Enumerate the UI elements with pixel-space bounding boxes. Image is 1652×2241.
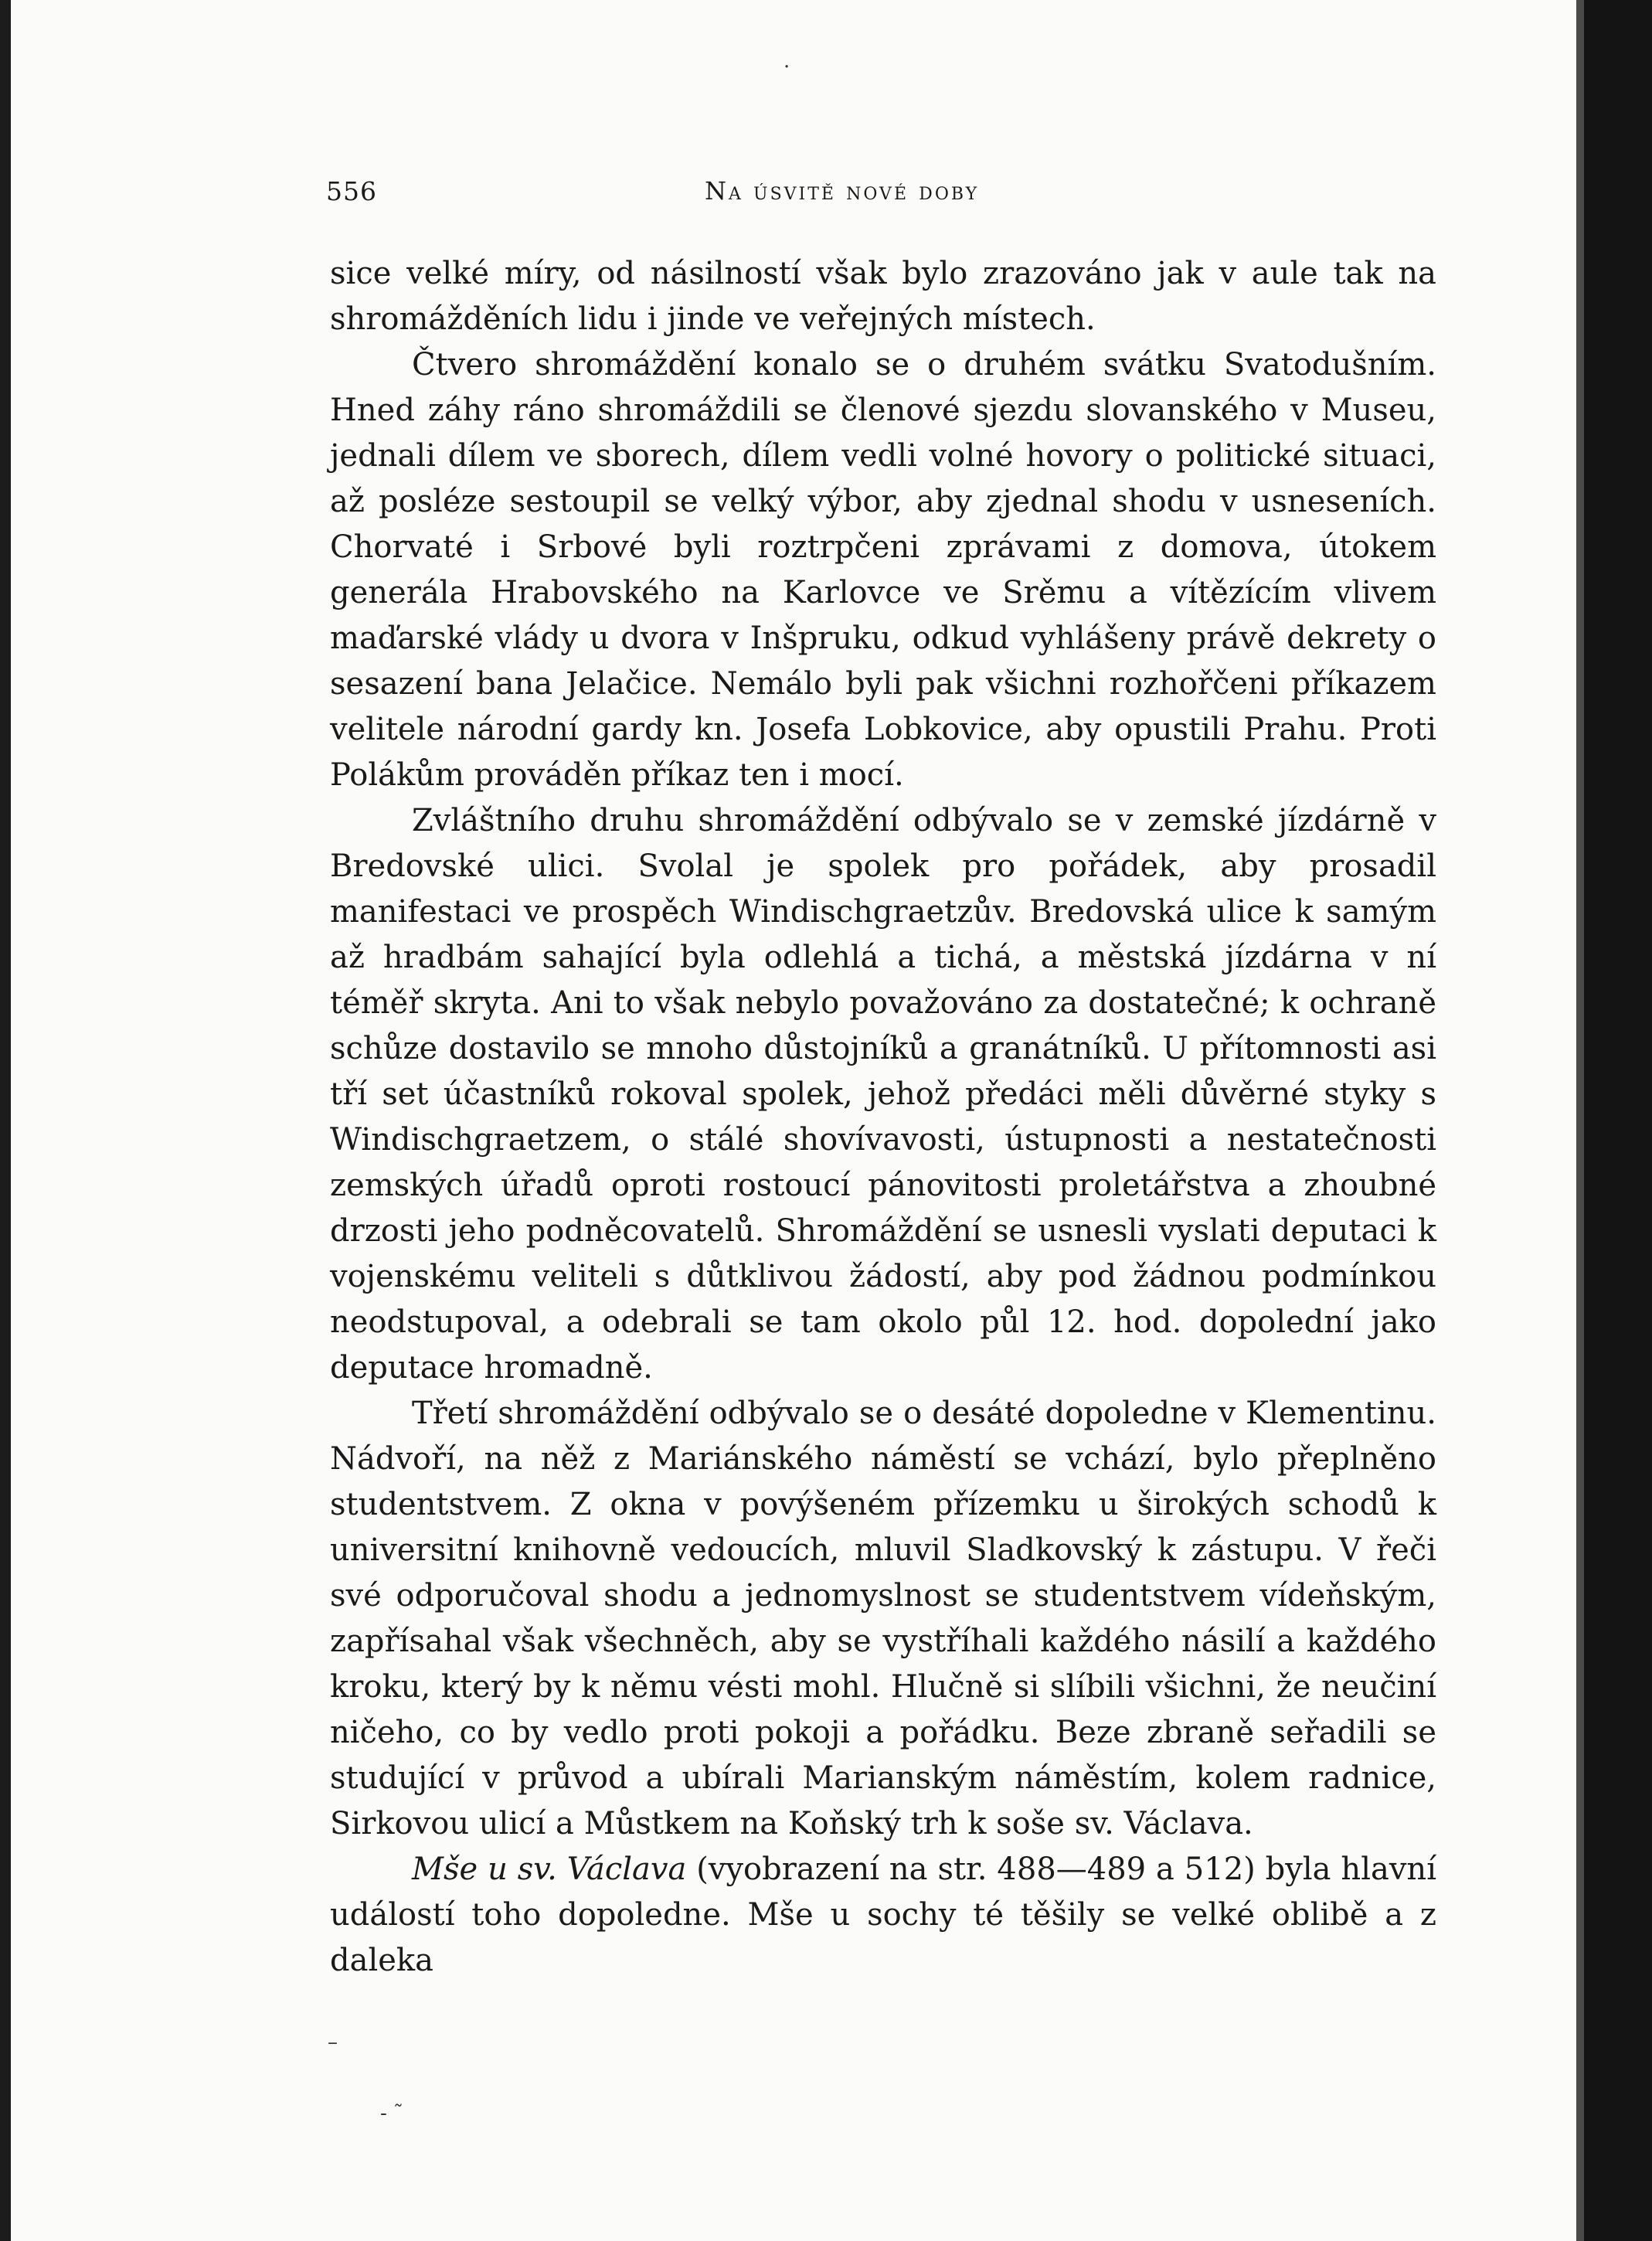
- paragraph-mass-st-wenceslas: [330, 1847, 1436, 1984]
- body-text: [330, 251, 1436, 1984]
- page-number: 556: [326, 176, 377, 206]
- paragraph-text: Čtvero shromáždění konalo se o druhém svátku Svatodušním. Hned záhy ráno shromáždili se členové sjezdu slovanského v Museu, jednali dílem ve sborech, dílem vedli volné hovory o politické situaci, až posléze sestoupil se velký výbor, aby zjednal shodu v usneseních. Chorvaté i Srbové byli roztrpčeni zprávami z domova, útokem generála Hrabovského na Karlovce ve Srěmu a vítězícím vlivem maďarské vlády u dvora v Inšpruku, odkud vyhlášeny právě dekrety o sesazení bana Jelačice. Nemálo byli pak všichni rozhořčeni příkazem velitele národní gardy kn. Josefa Lobkovice, aby opustili Prahu. Proti Polákům prováděn příkaz ten i mocí.: [330, 347, 1436, 793]
- paragraph-text: Zvláštního druhu shromáždění odbývalo se v zemské jízdárně v Bredovské ulici. Svolal je spolek pro pořádek, aby prosadil manifestaci ve prospěch Windischgraetzův. Bredovská ulice k samým až hradbám sahající byla odlehlá a tichá, a městská jízdárna v ní téměř skryta. Ani to však nebylo považováno za dostatečné; k ochraně schůze dostavilo se mnoho důstojníků a granátníků. U přítomnosti asi tří set účastníků rokoval spolek, jehož předáci měli důvěrné styky s Windischgraetzem, o stálé shovívavosti, ústupnosti a nestatečnosti zemských úřadů oproti rostoucí pánovitosti proletářstva a zhoubné drzosti jeho podněcovatelů. Shromáždění se usnesli vyslati deputaci k vojenskému veliteli s důtklivou žádostí, aby pod žádnou podmínkou neodstupoval, a odebrali se tam okolo půl 12. hod. dopolední jako deputace hromadně.: [330, 803, 1436, 1386]
- paragraph-text: (vyobrazení na str. 488—489 a 512) byla hlavní událostí toho dopoledne. Mše u sochy té těšily se velké oblibě a z daleka: [330, 1852, 1436, 1978]
- paragraph-continuation: [330, 251, 1436, 342]
- scan-border-left: [0, 0, 11, 2241]
- paragraph-riding-hall: [330, 798, 1436, 1391]
- scan-speck: –: [328, 2031, 338, 2054]
- scan-border-right: [1584, 0, 1652, 2241]
- scan-speck: ·: [784, 56, 790, 79]
- paragraph-pentecost-assemblies: [330, 342, 1436, 798]
- scan-speck: - ˜: [380, 2102, 404, 2125]
- paragraph-text: sice velké míry, od násilností však bylo zrazováno jak v aule tak na shromážděních lidu i jinde ve veřejných místech.: [330, 256, 1436, 337]
- italic-lead-text: Mše u sv. Václava: [412, 1852, 687, 1887]
- running-title: Na úsvitě nové doby: [705, 176, 980, 206]
- scan-border-right-shadow: [1576, 0, 1584, 2241]
- running-header: [326, 176, 1431, 215]
- paragraph-text: Třetí shromáždění odbývalo se o desáté dopoledne v Klementinu. Nádvoří, na něž z Mariánského náměstí se vchází, bylo přeplněno studentstvem. Z okna v povýšeném přízemku u širokých schodů k universitní knihovně vedoucích, mluvil Sladkovský k zástupu. V řeči své odporučoval shodu a jednomyslnost se studentstvem vídeňským, zapřísahal však všechněch, aby se vystříhali každého násilí a každého kroku, který by k němu vésti mohl. Hlučně si slíbili všichni, že neučiní ničeho, co by vedlo proti pokoji a pořádku. Beze zbraně seřadili se studující v průvod a ubírali Marianským náměstím, kolem radnice, Sirkovou ulicí a Můstkem na Koňský trh k soše sv. Václava.: [330, 1396, 1436, 1841]
- paragraph-klementinum: [330, 1391, 1436, 1847]
